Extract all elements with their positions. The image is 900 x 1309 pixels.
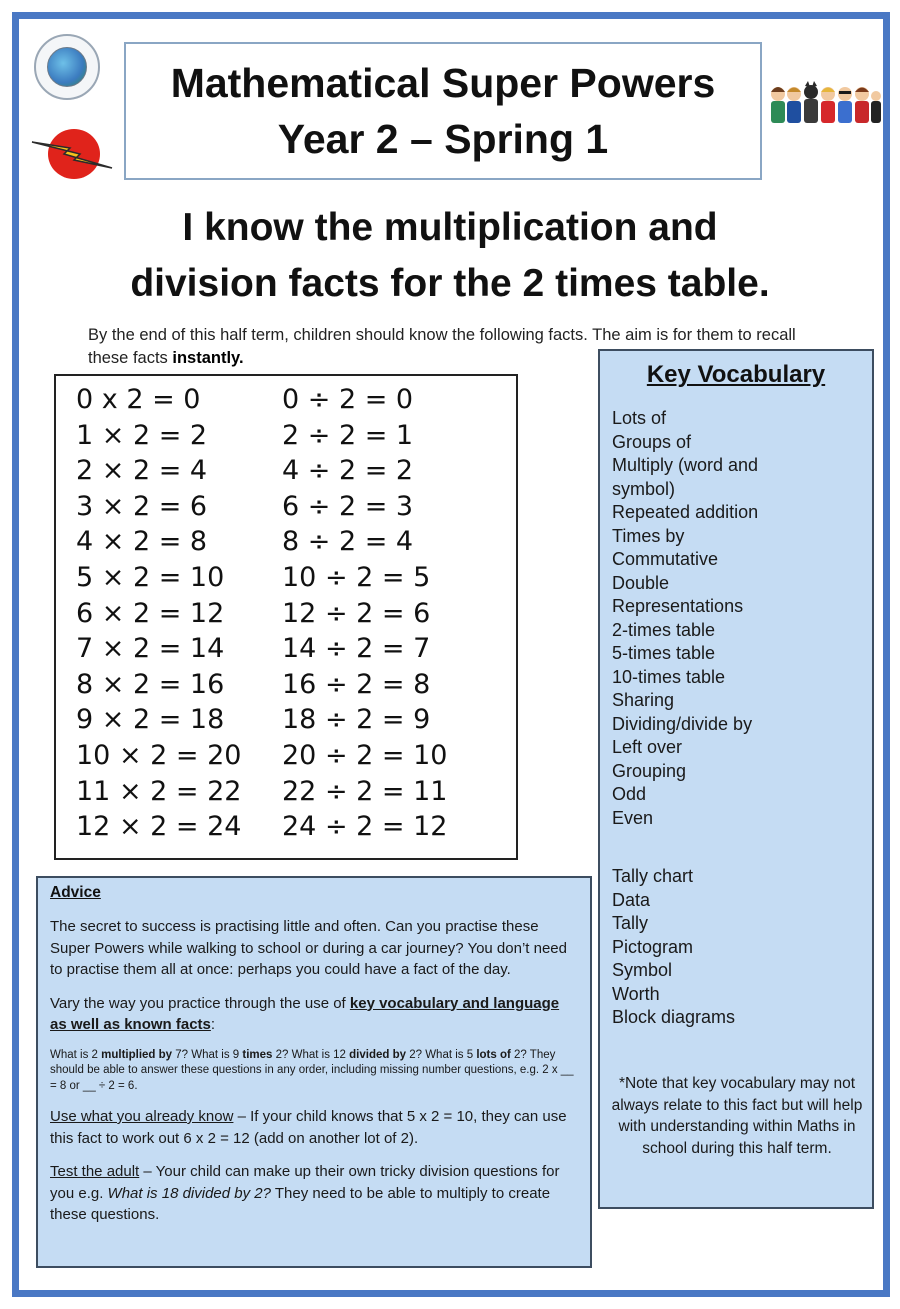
vocabulary-item: Double: [612, 572, 670, 593]
vocabulary-item: 5-times table: [612, 643, 716, 663]
division-fact: 6 ÷ 2 = 3: [282, 490, 414, 522]
division-fact: 18 ÷ 2 = 9: [282, 704, 431, 736]
vocabulary-item: Even: [612, 807, 654, 828]
vocabulary-list: [612, 407, 862, 830]
headline-line-2: division facts for the 2 times table.: [130, 262, 770, 305]
vocabulary-item: Sharing: [612, 690, 675, 710]
vocabulary-note: *Note that key vocabulary may not always relate to this fact but will help with understanding within Maths in school during this half term.: [611, 1075, 863, 1157]
vocabulary-item: 2-times table: [612, 619, 716, 640]
q-f: divided by: [349, 1048, 407, 1061]
vocabulary-item: Tally: [612, 913, 649, 933]
advice-p4-text: – Your child can make up their own tricky division questions for you e.g.: [50, 1163, 560, 1202]
school-crest-icon: [34, 34, 100, 100]
multiplication-fact: 12 × 2 = 24: [76, 811, 242, 843]
title-line-1: Mathematical Super Powers: [170, 60, 716, 106]
vocabulary-item: Commutative: [612, 549, 719, 569]
superheroes-group-icon: [768, 80, 882, 132]
division-fact: 10 ÷ 2 = 5: [282, 561, 431, 593]
vocabulary-item: Times by: [612, 525, 685, 546]
division-fact: 8 ÷ 2 = 4: [282, 526, 414, 558]
division-column: [282, 382, 447, 845]
division-fact: 4 ÷ 2 = 2: [282, 455, 414, 487]
key-vocabulary-title: Key Vocabulary: [646, 361, 826, 388]
division-fact: 2 ÷ 2 = 1: [282, 419, 414, 451]
vocabulary-item: Odd: [612, 784, 647, 804]
q-g: 2? What is 5: [406, 1048, 477, 1061]
intro-bold: instantly.: [172, 349, 244, 367]
title-box: [124, 42, 762, 180]
q-b: multiplied by: [101, 1048, 173, 1061]
multiplication-fact: 3 × 2 = 6: [76, 490, 208, 522]
advice-example-questions: [50, 1048, 578, 1095]
key-vocabulary-panel: [598, 349, 874, 1209]
advice-p2-emphasis: key vocabulary and language as well as known facts: [50, 994, 560, 1033]
vocabulary-item: Multiply (word and: [612, 455, 759, 475]
division-fact: 12 ÷ 2 = 6: [282, 597, 431, 629]
q-i: 2? They should be able to answer these questions in any order, including missing number questions, e.g. 2 x __ = 8 or __ ÷ 2 = 6.: [50, 1048, 574, 1092]
q-c: 7? What is 9: [172, 1048, 243, 1061]
vocabulary-list-data: [612, 865, 862, 1030]
facts-table: [54, 374, 518, 860]
advice-paragraph-4: [50, 1161, 578, 1226]
advice-p3-heading: Use what you already know: [50, 1108, 234, 1125]
q-a: What is 2: [50, 1048, 102, 1061]
advice-heading: Advice: [50, 884, 101, 901]
multiplication-fact: 2 × 2 = 4: [76, 455, 208, 487]
vocabulary-item: symbol): [612, 478, 676, 499]
vocabulary-item: Data: [612, 889, 651, 910]
multiplication-fact: 10 × 2 = 20: [76, 739, 242, 771]
q-e: 2? What is 12: [272, 1048, 350, 1061]
division-fact: 24 ÷ 2 = 12: [282, 811, 448, 843]
headline: [60, 200, 840, 312]
division-fact: 0 ÷ 2 = 0: [282, 384, 414, 415]
division-fact: 16 ÷ 2 = 8: [282, 668, 431, 700]
q-d: times: [242, 1048, 273, 1061]
vocabulary-item: Dividing/divide by: [612, 713, 753, 734]
vocabulary-item: Symbol: [612, 960, 673, 980]
vocabulary-item: Tally chart: [612, 866, 694, 886]
advice-paragraph-3: [50, 1106, 578, 1149]
division-fact: 14 ÷ 2 = 7: [282, 633, 431, 665]
vocabulary-item: Repeated addition: [612, 502, 759, 522]
advice-paragraph-2: [50, 993, 578, 1095]
title-line-2: Year 2 – Spring 1: [277, 116, 609, 162]
vocabulary-item: Left over: [612, 737, 683, 757]
multiplication-fact: 4 × 2 = 8: [76, 526, 208, 558]
advice-p4-end: They need to be able to multiply to create these questions.: [50, 1184, 551, 1223]
vocabulary-item: Block diagrams: [612, 1007, 736, 1027]
lightning-bolt-emblem-icon: [30, 124, 114, 184]
advice-p3-text: – If your child knows that 5 x 2 = 10, they can use this fact to work out 6 x 2 = 12 (add on another lot of 2).: [50, 1108, 567, 1147]
division-fact: 22 ÷ 2 = 11: [282, 775, 448, 807]
advice-p2-text: Vary the way you practice through the use of: [50, 994, 350, 1012]
advice-p4-heading: Test the adult: [50, 1163, 140, 1180]
multiplication-fact: 0 x 2 = 0: [76, 384, 201, 415]
vocabulary-item: Groups of: [612, 431, 692, 452]
advice-p4-italic: What is 18 divided by 2?: [107, 1184, 271, 1202]
multiplication-fact: 8 × 2 = 16: [76, 668, 225, 700]
multiplication-fact: 7 × 2 = 14: [76, 633, 225, 665]
vocabulary-item: Pictogram: [612, 936, 694, 957]
intro-body: By the end of this half term, children should know the following facts. The aim is for them to recall these facts: [88, 326, 796, 367]
advice-paragraph-1: The secret to success is practising little and often. Can you practise these Super Powers while walking to school or during a car journey? You don’t need to practise them all at once: perhaps you could have a fact of the day.: [50, 918, 567, 978]
multiplication-fact: 9 × 2 = 18: [76, 704, 225, 736]
vocabulary-item: Lots of: [612, 408, 667, 428]
division-fact: 20 ÷ 2 = 10: [282, 739, 448, 771]
multiplication-fact: 6 × 2 = 12: [76, 597, 225, 629]
q-h: lots of: [476, 1048, 511, 1061]
multiplication-fact: 1 × 2 = 2: [76, 419, 208, 451]
vocabulary-item: 10-times table: [612, 666, 726, 687]
multiplication-column: [76, 382, 241, 845]
vocabulary-item: Representations: [612, 596, 744, 616]
multiplication-fact: 5 × 2 = 10: [76, 561, 225, 593]
advice-panel: [36, 876, 592, 1268]
vocabulary-item: Grouping: [612, 760, 687, 781]
headline-line-1: I know the multiplication and: [182, 206, 718, 249]
vocabulary-item: Worth: [612, 983, 660, 1004]
advice-p2-end: :: [210, 1016, 216, 1033]
multiplication-fact: 11 × 2 = 22: [76, 775, 242, 807]
